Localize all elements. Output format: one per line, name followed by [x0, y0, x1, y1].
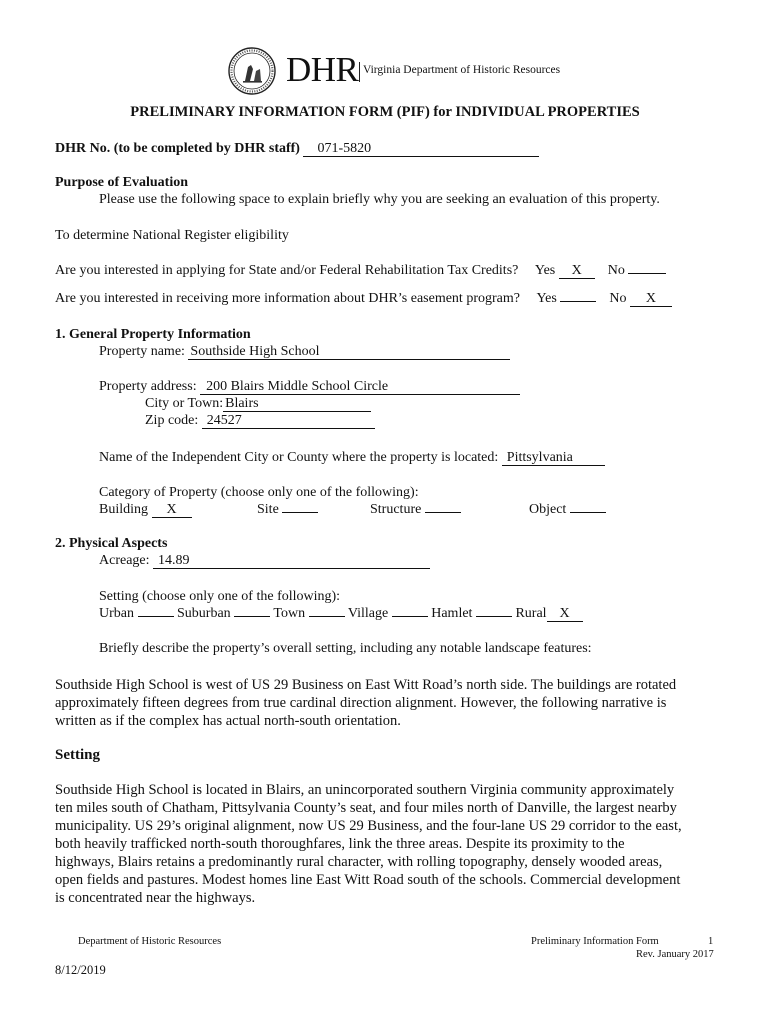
category-structure-field[interactable]: [425, 512, 461, 513]
category-structure: [370, 502, 461, 518]
setting-narrative-line: both heavily trafficked north-south thoroughfares, link the three areas. Despite its proximity to the: [55, 836, 625, 852]
setting-describe-prompt: Briefly describe the property’s overall setting, including any notable landscape features:: [99, 641, 592, 656]
zip-row: [145, 413, 375, 429]
tax-credit-no-label: No: [607, 263, 625, 278]
narrative-intro-line: Southside High School is west of US 29 Business on East Witt Road’s north side. The buildings are rotated: [55, 677, 677, 693]
setting-rural-value: X: [559, 606, 570, 621]
setting-narrative[interactable]: [55, 781, 682, 907]
setting-heading: Setting: [55, 747, 100, 763]
acreage-row: [99, 553, 430, 569]
category-site: [257, 502, 318, 518]
property-name-value: Southside High School: [190, 344, 320, 359]
dhr-number-row: [55, 141, 539, 157]
setting-options-row: [99, 606, 583, 622]
header-separator: [359, 62, 360, 82]
dhr-number-label: DHR No. (to be completed by DHR staff): [55, 141, 300, 156]
form-title: PRELIMINARY INFORMATION FORM (PIF) for INDIVIDUAL PROPERTIES: [130, 104, 640, 120]
easement-row: [55, 291, 672, 307]
footer-page-number: 1: [708, 936, 714, 947]
setting-town-field[interactable]: [309, 616, 345, 617]
category-building-label: Building: [99, 502, 149, 517]
category-site-field[interactable]: [282, 512, 318, 513]
setting-suburban-field[interactable]: [234, 616, 270, 617]
property-address-row: [99, 379, 520, 395]
virginia-state-seal: [228, 47, 276, 95]
easement-no-value: X: [645, 291, 657, 306]
setting-label: Setting (choose only one of the following):: [99, 589, 341, 604]
setting-hamlet-field[interactable]: [476, 616, 512, 617]
city-value: Blairs: [225, 396, 259, 411]
purpose-instruction: Please use the following space to explain briefly why you are seeking an evaluation of this property.: [99, 192, 660, 207]
property-address-label: Property address:: [99, 379, 197, 394]
category-site-label: Site: [257, 502, 279, 517]
tax-credit-no-field[interactable]: [628, 273, 666, 274]
city-row: [145, 396, 371, 412]
county-row: [99, 450, 605, 466]
setting-narrative-line: highways, Blairs retains a predominantly rural character, with rolling topography, densely wooded areas,: [55, 854, 663, 870]
narrative-intro-line: written as if the complex has actual north-south orientation.: [55, 713, 401, 729]
category-object: [529, 502, 606, 518]
setting-narrative-line: Southside High School is located in Blairs, an unincorporated southern Virginia community approximately: [55, 782, 675, 798]
tax-credit-yes-value: X: [571, 263, 582, 278]
setting-town-label: Town: [273, 606, 306, 621]
setting-village-field[interactable]: [392, 616, 428, 617]
acreage-field[interactable]: [153, 553, 430, 569]
tax-credit-yes-label: Yes: [534, 263, 556, 278]
tax-credit-yes-field[interactable]: [559, 263, 595, 279]
setting-rural-field[interactable]: [547, 606, 583, 622]
purpose-heading: Purpose of Evaluation: [55, 175, 189, 190]
category-building-value: X: [166, 502, 177, 517]
easement-yes-field[interactable]: [560, 301, 596, 302]
acreage-label: Acreage:: [99, 553, 150, 568]
footer-revision: Rev. January 2017: [636, 949, 714, 960]
physical-aspects-heading: 2. Physical Aspects: [55, 536, 168, 551]
county-field[interactable]: [502, 450, 605, 466]
setting-suburban-label: Suburban: [177, 606, 231, 621]
setting-hamlet-label: Hamlet: [431, 606, 473, 621]
setting-urban-label: Urban: [99, 606, 134, 621]
tax-credit-row: [55, 263, 666, 279]
narrative-intro[interactable]: [55, 676, 676, 730]
property-name-label: Property name:: [99, 344, 185, 359]
category-structure-label: Structure: [370, 502, 422, 517]
category-building-field[interactable]: [152, 502, 192, 518]
county-label: Name of the Independent City or County where the property is located:: [99, 450, 499, 465]
easement-no-label: No: [609, 291, 627, 306]
zip-value: 24527: [206, 413, 242, 428]
category-object-label: Object: [529, 502, 567, 517]
acreage-value: 14.89: [158, 553, 190, 568]
setting-urban-field[interactable]: [138, 616, 174, 617]
city-label: City or Town:: [145, 396, 224, 411]
easement-yes-label: Yes: [536, 291, 557, 306]
setting-narrative-line: municipality. US 29’s original alignment, now US 29 Business, and the four-lane US 29 corridor to the east,: [55, 818, 682, 834]
setting-village-label: Village: [347, 606, 389, 621]
setting-narrative-line: ten miles south of Chatham, Pittsylvania County’s seat, and four miles north of Danville, the largest nearby: [55, 800, 677, 816]
county-value: Pittsylvania: [506, 450, 573, 465]
category-building: [99, 502, 192, 518]
narrative-intro-line: approximately fifteen degrees from true cardinal direction alignment. However, the following narrative is: [55, 695, 667, 711]
city-field[interactable]: [223, 396, 371, 412]
property-name-field[interactable]: [188, 344, 510, 360]
purpose-answer[interactable]: To determine National Register eligibility: [55, 228, 289, 243]
tax-credit-question: Are you interested in applying for State and/or Federal Rehabilitation Tax Credits?: [55, 263, 519, 278]
dhr-header: [228, 46, 568, 96]
category-label: Category of Property (choose only one of the following):: [99, 485, 419, 500]
property-name-row: [99, 344, 510, 360]
setting-rural-label: Rural: [515, 606, 547, 621]
easement-no-field[interactable]: [630, 291, 672, 307]
property-address-value: 200 Blairs Middle School Circle: [206, 379, 389, 394]
zip-label: Zip code:: [145, 413, 199, 428]
dhr-logo-text: DHR: [286, 50, 359, 89]
zip-field[interactable]: [202, 413, 375, 429]
footer-org: Department of Historic Resources: [78, 936, 222, 947]
general-info-heading: 1. General Property Information: [55, 327, 251, 342]
dhr-full-name: Virginia Department of Historic Resources: [363, 64, 561, 76]
dhr-number-field[interactable]: [303, 141, 539, 157]
dhr-number-value: 071-5820: [317, 141, 372, 156]
footer-date: 8/12/2019: [55, 963, 106, 977]
easement-question: Are you interested in receiving more information about DHR’s easement program?: [55, 291, 520, 306]
footer-form-name: Preliminary Information Form: [531, 936, 659, 947]
setting-narrative-line: open fields and pastures. Modest homes line East Witt Road south of the schools. Commercial development: [55, 872, 681, 888]
setting-narrative-line: is concentrated near the highways.: [55, 890, 256, 906]
property-address-field[interactable]: [200, 379, 520, 395]
category-object-field[interactable]: [570, 512, 606, 513]
